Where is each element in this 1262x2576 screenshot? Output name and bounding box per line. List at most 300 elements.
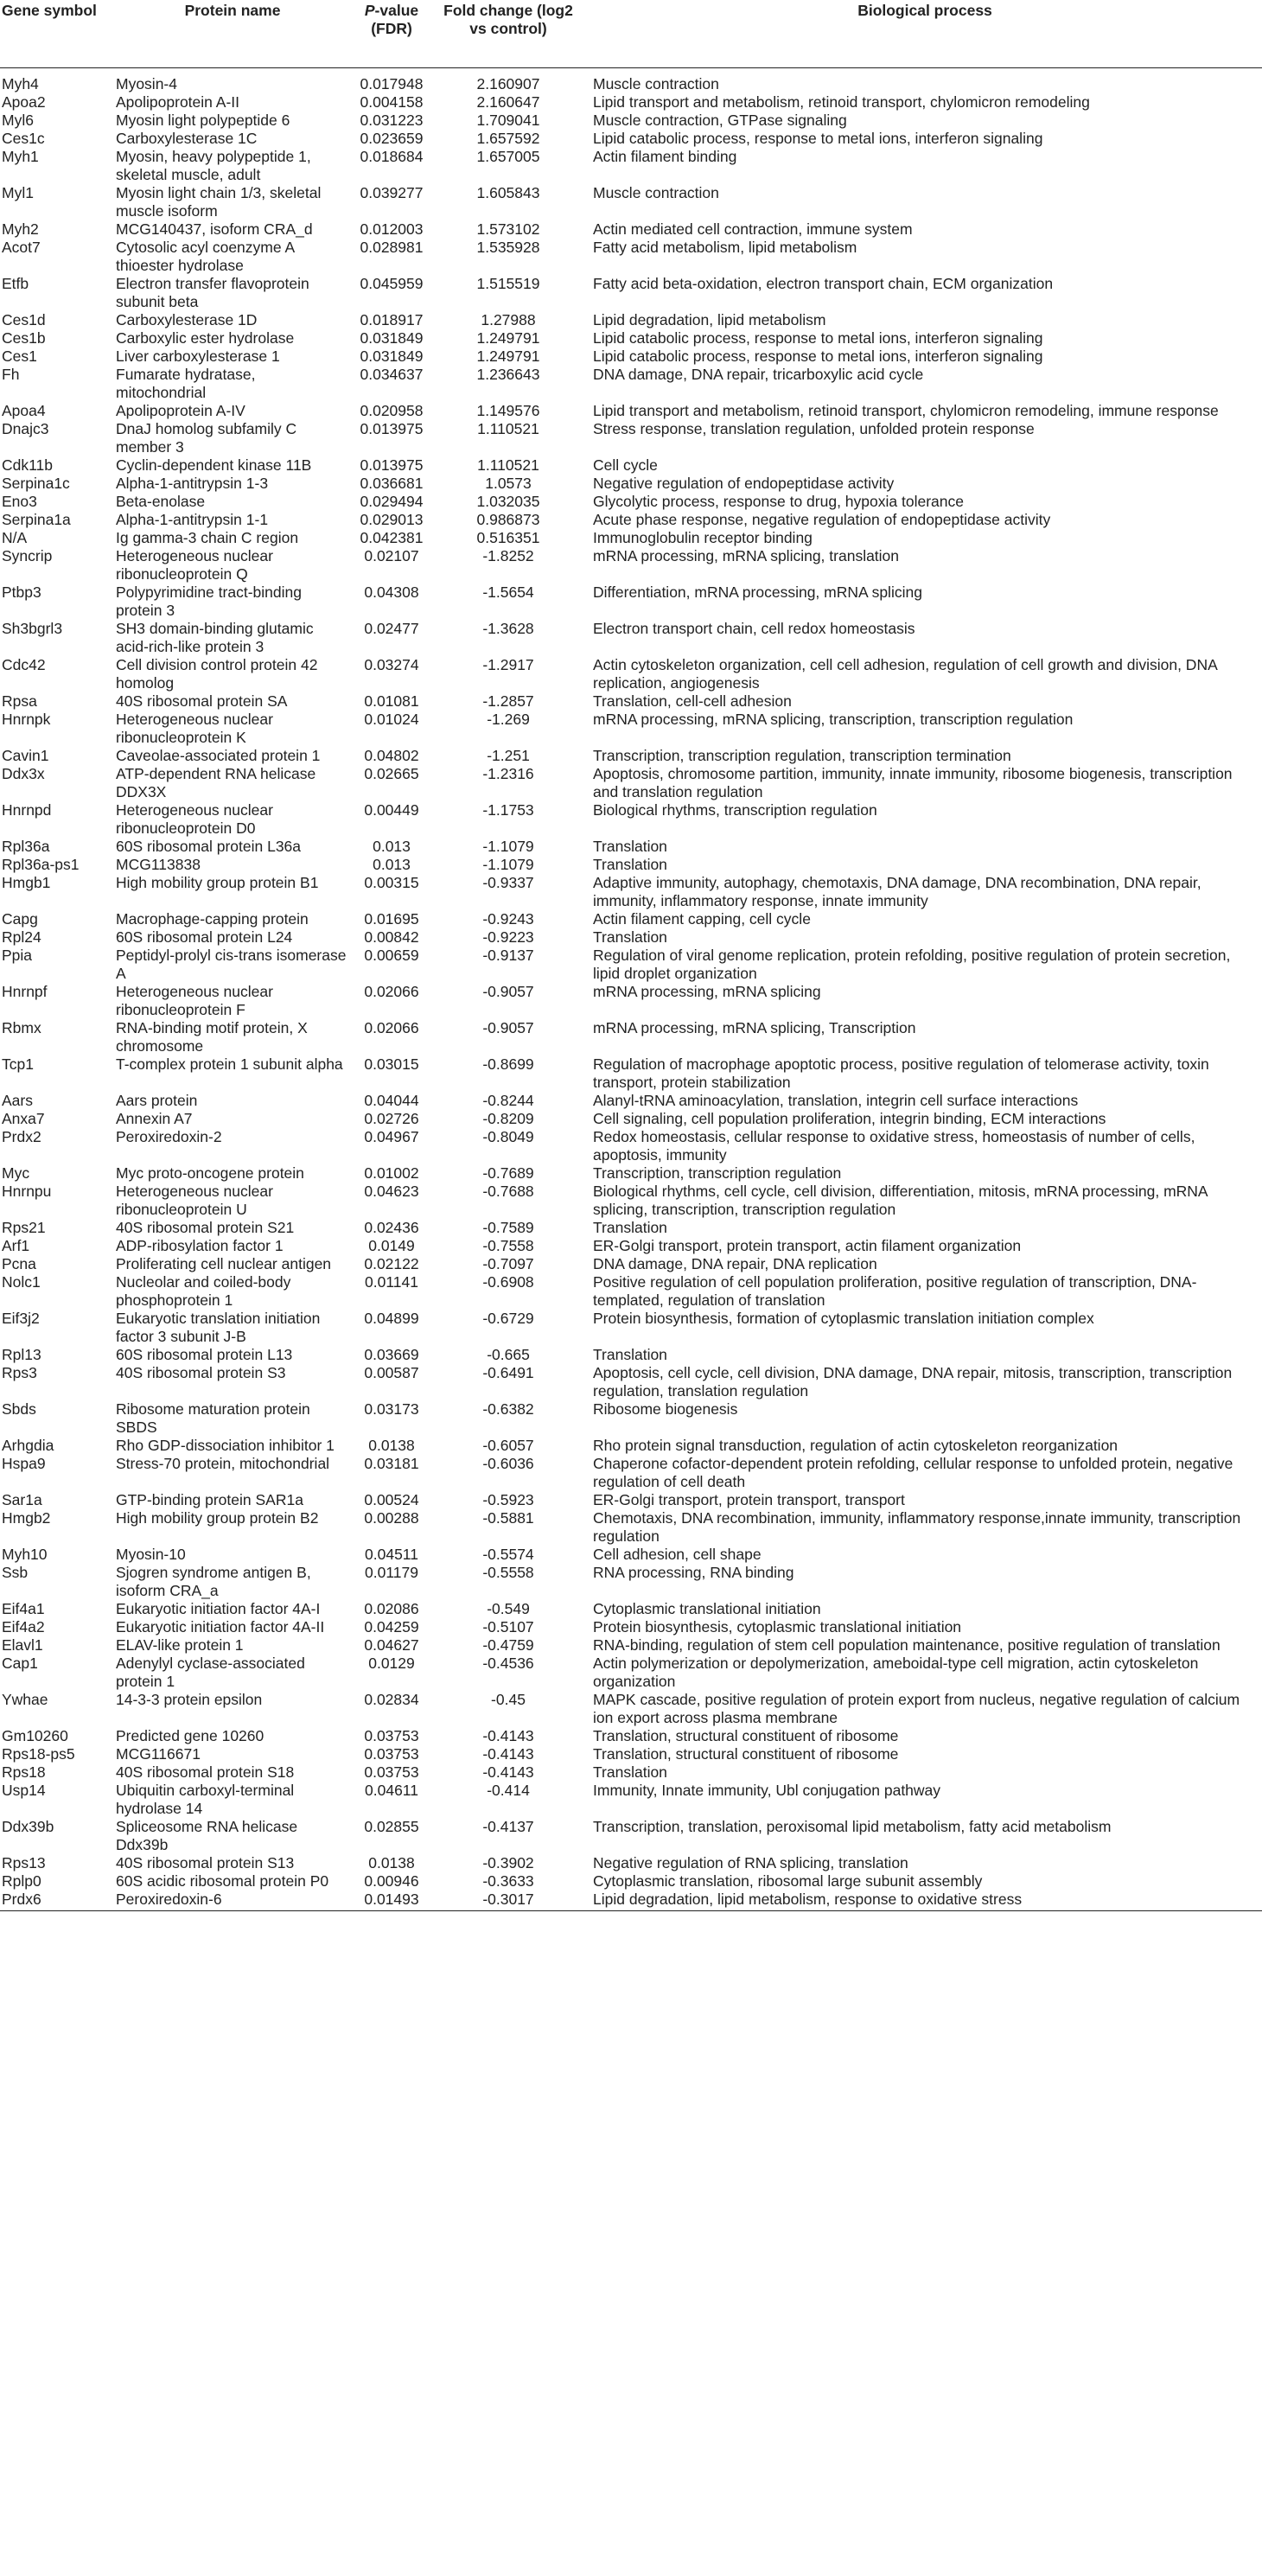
cell-protein-name: Peroxiredoxin-2 xyxy=(116,1127,222,1145)
cell-pvalue: 0.03753 xyxy=(364,1744,419,1763)
cell-protein-name: GTP-binding protein SAR1a xyxy=(116,1490,303,1508)
cell-fold-change: 1.0573 xyxy=(485,474,532,492)
cell-pvalue: 0.01493 xyxy=(354,1891,429,1911)
table-row xyxy=(0,1455,1262,1491)
cell-pvalue: 0.004158 xyxy=(360,92,424,111)
cell-gene-symbol: Fh xyxy=(2,365,20,383)
cell-pvalue: 0.04259 xyxy=(364,1617,419,1636)
cell-biological-process: Lipid catabolic process, response to metal ions, interferon signaling xyxy=(593,129,1043,147)
table-row xyxy=(0,366,1262,402)
cell-gene-symbol: Sh3bgrl3 xyxy=(2,619,63,637)
cell-fold-change: 1.27988 xyxy=(481,310,536,328)
cell-biological-process: Ribosome biogenesis xyxy=(593,1400,738,1418)
cell-biological-process: Muscle contraction xyxy=(593,74,719,92)
cell-biological-process: Actin cytoskeleton organization, cell cell adhesion, regulation of cell growth and division, DNA replication, angiogenesis xyxy=(593,655,1217,692)
cell-gene-symbol: Cavin1 xyxy=(2,746,49,764)
table-row xyxy=(0,220,1262,239)
cell-fold-change: -0.9057 xyxy=(482,1018,534,1036)
table-row xyxy=(0,239,1262,275)
cell-pvalue: 0.03181 xyxy=(364,1454,419,1472)
cell-biological-process: Lipid catabolic process, response to metal ions, interferon signaling xyxy=(593,347,1043,365)
cell-biological-process: Translation, structural constituent of ribosome xyxy=(593,1726,899,1744)
cell-biological-process: RNA-binding, regulation of stem cell population maintenance, positive regulation of translation xyxy=(593,1636,1221,1654)
cell-fold-change: 1.605843 xyxy=(476,183,540,201)
cell-protein-name: Apolipoprotein A-IV xyxy=(116,401,245,419)
cell-protein-name: Ig gamma-3 chain C region xyxy=(116,528,299,546)
cell-protein-name: Polypyrimidine tract-binding protein 3 xyxy=(116,583,302,619)
cell-gene-symbol: Etfb xyxy=(2,274,29,292)
cell-fold-change: -0.549 xyxy=(487,1599,530,1617)
cell-pvalue: 0.042381 xyxy=(360,528,424,546)
cell-biological-process: Actin filament capping, cell cycle xyxy=(593,909,811,928)
cell-protein-name: Caveolae-associated protein 1 xyxy=(116,746,321,764)
cell-pvalue: 0.01024 xyxy=(364,710,419,728)
cell-gene-symbol: Usp14 xyxy=(2,1781,46,1799)
cell-gene-symbol: Rpl13 xyxy=(2,1345,41,1363)
cell-protein-name: Eukaryotic translation initiation factor 3 subunit J-B xyxy=(116,1309,321,1345)
cell-gene-symbol: Ces1d xyxy=(2,310,46,328)
cell-protein-name: Macrophage-capping protein xyxy=(116,909,309,928)
cell-gene-symbol: Ptbp3 xyxy=(2,583,41,601)
cell-biological-process: Rho protein signal transduction, regulation of actin cytoskeleton reorganization xyxy=(593,1436,1119,1454)
cell-biological-process: ER-Golgi transport, protein transport, actin filament organization xyxy=(593,1236,1022,1254)
cell-fold-change: -0.6036 xyxy=(482,1454,534,1472)
cell-fold-change: -0.5107 xyxy=(482,1617,534,1636)
table-row xyxy=(0,1128,1262,1164)
cell-biological-process: Actin filament binding xyxy=(593,147,737,165)
cell-biological-process: mRNA processing, mRNA splicing, Transcription xyxy=(593,1018,916,1036)
cell-protein-name: Apolipoprotein A-II xyxy=(116,92,240,111)
cell-fold-change: -1.5654 xyxy=(482,583,534,601)
cell-fold-change: -0.5574 xyxy=(482,1545,534,1563)
cell-pvalue: 0.03753 xyxy=(364,1726,419,1744)
cell-gene-symbol: Myh4 xyxy=(2,74,39,92)
cell-fold-change: -0.4759 xyxy=(482,1636,534,1654)
cell-biological-process: Lipid transport and metabolism, retinoid transport, chylomicron remodeling, immune response xyxy=(593,401,1219,419)
cell-gene-symbol: Myl1 xyxy=(2,183,34,201)
table-row xyxy=(0,1255,1262,1273)
cell-fold-change: -0.8244 xyxy=(482,1091,534,1109)
cell-protein-name: Myc proto-oncogene protein xyxy=(116,1164,304,1182)
cell-protein-name: MCG116671 xyxy=(116,1744,201,1763)
cell-gene-symbol: Sar1a xyxy=(2,1490,42,1508)
table-row xyxy=(0,1310,1262,1346)
cell-biological-process: Lipid degradation, lipid metabolism xyxy=(593,310,826,328)
cell-fold-change: -0.7589 xyxy=(482,1218,534,1236)
cell-pvalue: 0.02665 xyxy=(364,764,419,782)
cell-gene-symbol: Myl6 xyxy=(2,111,34,129)
cell-biological-process: Lipid catabolic process, response to metal ions, interferon signaling xyxy=(593,328,1043,347)
cell-protein-name: Sjogren syndrome antigen B, isoform CRA_a xyxy=(116,1563,311,1599)
cell-gene-symbol: Hnrnpd xyxy=(2,800,52,819)
header-fold-change: Fold change (log2 vs control) xyxy=(429,0,588,67)
cell-gene-symbol: Elavl1 xyxy=(2,1636,43,1654)
cell-gene-symbol: Cdk11b xyxy=(2,456,54,474)
cell-pvalue: 0.04802 xyxy=(364,746,419,764)
cell-protein-name: 60S ribosomal protein L13 xyxy=(116,1345,293,1363)
cell-protein-name: ATP-dependent RNA helicase DDX3X xyxy=(116,764,316,800)
cell-pvalue: 0.02834 xyxy=(364,1690,419,1708)
cell-pvalue: 0.00587 xyxy=(364,1363,419,1381)
cell-biological-process: DNA damage, DNA repair, tricarboxylic acid cycle xyxy=(593,365,924,383)
header-protein-name: Protein name xyxy=(111,0,354,67)
cell-gene-symbol: Rplp0 xyxy=(2,1871,41,1890)
cell-pvalue: 0.013 xyxy=(373,855,411,873)
cell-fold-change: -0.4143 xyxy=(482,1763,534,1781)
table-row xyxy=(0,1872,1262,1891)
cell-gene-symbol: Hnrnpu xyxy=(2,1182,52,1200)
cell-fold-change: -0.3017 xyxy=(429,1891,588,1911)
table-row xyxy=(0,983,1262,1019)
cell-protein-name: Cytosolic acyl coenzyme A thioester hydrolase xyxy=(116,238,295,274)
cell-fold-change: 1.535928 xyxy=(476,238,540,256)
table-row xyxy=(0,838,1262,856)
cell-pvalue: 0.04623 xyxy=(364,1182,419,1200)
cell-fold-change: -0.7688 xyxy=(482,1182,534,1200)
cell-fold-change: -0.5923 xyxy=(482,1490,534,1508)
cell-protein-name: Carboxylesterase 1D xyxy=(116,310,258,328)
header-gene-symbol: Gene symbol xyxy=(0,0,111,67)
cell-gene-symbol: Sbds xyxy=(2,1400,36,1418)
cell-protein-name: RNA-binding motif protein, X chromosome xyxy=(116,1018,308,1055)
cell-pvalue: 0.02477 xyxy=(364,619,419,637)
cell-biological-process: Transcription, transcription regulation xyxy=(593,1164,842,1182)
cell-gene-symbol: Prdx2 xyxy=(2,1127,41,1145)
cell-pvalue: 0.031223 xyxy=(360,111,424,129)
cell-protein-name: Proliferating cell nuclear antigen xyxy=(116,1254,332,1272)
cell-biological-process: Lipid transport and metabolism, retinoid transport, chylomicron remodeling xyxy=(593,92,1090,111)
cell-pvalue: 0.03274 xyxy=(364,655,419,673)
cell-gene-symbol: Myh1 xyxy=(2,147,39,165)
cell-biological-process: Protein biosynthesis, formation of cytoplasmic translation initiation complex xyxy=(593,1309,1094,1327)
table-row xyxy=(0,1110,1262,1128)
cell-fold-change: -0.9243 xyxy=(482,909,534,928)
cell-protein-name: Peroxiredoxin-6 xyxy=(111,1891,354,1911)
table-row xyxy=(0,620,1262,656)
cell-biological-process: Transcription, transcription regulation, transcription termination xyxy=(593,746,1011,764)
cell-protein-name: Fumarate hydratase, mitochondrial xyxy=(116,365,256,401)
cell-gene-symbol: Rps21 xyxy=(2,1218,46,1236)
cell-pvalue: 0.00659 xyxy=(364,946,419,964)
cell-protein-name: Rho GDP-dissociation inhibitor 1 xyxy=(116,1436,335,1454)
table-row xyxy=(0,1691,1262,1727)
cell-biological-process: Cytoplasmic translational initiation xyxy=(593,1599,821,1617)
cell-pvalue: 0.031849 xyxy=(360,347,424,365)
cell-biological-process: Actin polymerization or depolymerization, ameboidal-type cell migration, actin cytoskeleton organization xyxy=(593,1654,1199,1690)
cell-pvalue: 0.029494 xyxy=(360,492,424,510)
cell-pvalue: 0.03669 xyxy=(364,1345,419,1363)
cell-gene-symbol: Hnrnpf xyxy=(2,982,48,1000)
table-row xyxy=(0,67,1262,93)
cell-biological-process: ER-Golgi transport, protein transport, transport xyxy=(593,1490,905,1508)
cell-fold-change: -0.6382 xyxy=(482,1400,534,1418)
cell-pvalue: 0.020958 xyxy=(360,401,424,419)
cell-protein-name: 60S ribosomal protein L36a xyxy=(116,837,302,855)
cell-protein-name: 40S ribosomal protein S13 xyxy=(116,1853,295,1871)
cell-gene-symbol: Eif4a2 xyxy=(2,1617,45,1636)
cell-fold-change: -1.251 xyxy=(487,746,530,764)
cell-protein-name: 40S ribosomal protein S18 xyxy=(116,1763,295,1781)
cell-gene-symbol: Serpina1a xyxy=(2,510,71,528)
cell-biological-process: Redox homeostasis, cellular response to oxidative stress, homeostasis of number of cells, apoptosis, immunity xyxy=(593,1127,1195,1164)
cell-pvalue: 0.02066 xyxy=(364,1018,419,1036)
cell-pvalue: 0.01179 xyxy=(365,1563,418,1581)
table-row xyxy=(0,493,1262,511)
cell-pvalue: 0.0138 xyxy=(368,1853,415,1871)
table-row xyxy=(0,1273,1262,1310)
cell-pvalue: 0.04611 xyxy=(365,1781,418,1799)
cell-fold-change: 1.249791 xyxy=(476,347,540,365)
cell-fold-change: -0.4143 xyxy=(482,1726,534,1744)
cell-pvalue: 0.017948 xyxy=(360,74,424,92)
cell-gene-symbol: Ces1 xyxy=(2,347,37,365)
cell-biological-process: Cell signaling, cell population proliferation, integrin binding, ECM interactions xyxy=(593,1109,1106,1127)
cell-biological-process: Immunity, Innate immunity, Ubl conjugation pathway xyxy=(593,1781,941,1799)
cell-biological-process: Positive regulation of cell population proliferation, positive regulation of transcription, DNA-templated, regulation of translation xyxy=(593,1272,1197,1309)
cell-gene-symbol: Ywhae xyxy=(2,1690,48,1708)
table-row xyxy=(0,348,1262,366)
table-row xyxy=(0,529,1262,547)
cell-gene-symbol: N/A xyxy=(2,528,28,546)
table-row xyxy=(0,1818,1262,1854)
cell-protein-name: Myosin-4 xyxy=(116,74,177,92)
cell-gene-symbol: Dnajc3 xyxy=(2,419,49,437)
cell-biological-process: Cytoplasmic translation, ribosomal large subunit assembly xyxy=(593,1871,983,1890)
cell-gene-symbol: Rpl24 xyxy=(2,928,41,946)
cell-pvalue: 0.028981 xyxy=(360,238,424,256)
cell-pvalue: 0.02436 xyxy=(364,1218,419,1236)
cell-fold-change: -0.6729 xyxy=(482,1309,534,1327)
cell-pvalue: 0.029013 xyxy=(360,510,424,528)
table-row xyxy=(0,801,1262,838)
table-row xyxy=(0,311,1262,329)
cell-protein-name: High mobility group protein B2 xyxy=(116,1508,319,1527)
cell-protein-name: 14-3-3 protein epsilon xyxy=(116,1690,263,1708)
cell-biological-process: Translation xyxy=(593,837,667,855)
cell-fold-change: -0.4536 xyxy=(482,1654,534,1672)
table-row xyxy=(0,1346,1262,1364)
table-row xyxy=(0,475,1262,493)
cell-gene-symbol: Ces1c xyxy=(2,129,45,147)
cell-protein-name: Heterogeneous nuclear ribonucleoprotein U xyxy=(116,1182,273,1218)
cell-protein-name: 40S ribosomal protein SA xyxy=(116,692,288,710)
cell-protein-name: High mobility group protein B1 xyxy=(116,873,319,891)
table-row xyxy=(0,1655,1262,1691)
cell-biological-process: Fatty acid metabolism, lipid metabolism xyxy=(593,238,857,256)
cell-fold-change: -0.9223 xyxy=(482,928,534,946)
cell-fold-change: 1.110521 xyxy=(477,419,539,437)
cell-biological-process: Cell adhesion, cell shape xyxy=(593,1545,762,1563)
cell-protein-name: Eukaryotic initiation factor 4A-II xyxy=(116,1617,325,1636)
cell-pvalue: 0.045959 xyxy=(360,274,424,292)
cell-fold-change: 1.709041 xyxy=(476,111,540,129)
table-row xyxy=(0,874,1262,910)
cell-protein-name: Alpha-1-antitrypsin 1-3 xyxy=(116,474,269,492)
cell-protein-name: MCG113838 xyxy=(116,855,201,873)
cell-gene-symbol: Rpl36a-ps1 xyxy=(2,855,80,873)
cell-protein-name: 40S ribosomal protein S3 xyxy=(116,1363,286,1381)
table-row xyxy=(0,1509,1262,1546)
cell-biological-process: Muscle contraction, GTPase signaling xyxy=(593,111,847,129)
cell-fold-change: -1.2857 xyxy=(482,692,534,710)
table-body xyxy=(0,67,1262,1910)
cell-gene-symbol: Eif3j2 xyxy=(2,1309,40,1327)
cell-protein-name: Adenylyl cyclase-associated protein 1 xyxy=(116,1654,305,1690)
cell-gene-symbol: Rps18-ps5 xyxy=(2,1744,75,1763)
cell-pvalue: 0.013975 xyxy=(360,456,424,474)
table-row xyxy=(0,1164,1262,1183)
cell-pvalue: 0.012003 xyxy=(360,220,424,238)
cell-protein-name: ADP-ribosylation factor 1 xyxy=(116,1236,284,1254)
table-row xyxy=(0,1782,1262,1818)
cell-pvalue: 0.018684 xyxy=(360,147,424,165)
cell-pvalue: 0.0138 xyxy=(368,1436,415,1454)
cell-gene-symbol: Apoa4 xyxy=(2,401,46,419)
cell-gene-symbol: Eif4a1 xyxy=(2,1599,45,1617)
cell-biological-process: Translation, structural constituent of ribosome xyxy=(593,1744,899,1763)
cell-pvalue: 0.036681 xyxy=(360,474,424,492)
table-row xyxy=(0,547,1262,583)
cell-gene-symbol: Anxa7 xyxy=(2,1109,45,1127)
cell-biological-process: RNA processing, RNA binding xyxy=(593,1563,794,1581)
cell-fold-change: 1.657005 xyxy=(476,147,540,165)
header-pvalue-fdr: (FDR) xyxy=(371,20,412,37)
cell-fold-change: 1.149576 xyxy=(476,401,540,419)
table-row xyxy=(0,1437,1262,1455)
cell-fold-change: -0.7689 xyxy=(482,1164,534,1182)
header-biological-process: Biological process xyxy=(588,0,1262,67)
cell-gene-symbol: Rpsa xyxy=(2,692,37,710)
cell-pvalue: 0.02066 xyxy=(364,982,419,1000)
cell-pvalue: 0.00842 xyxy=(364,928,419,946)
table-row xyxy=(0,747,1262,765)
cell-fold-change: 1.515519 xyxy=(476,274,540,292)
cell-gene-symbol: Rbmx xyxy=(2,1018,41,1036)
cell-pvalue: 0.013975 xyxy=(360,419,424,437)
cell-gene-symbol: Capg xyxy=(2,909,38,928)
cell-fold-change: -0.4143 xyxy=(482,1744,534,1763)
cell-gene-symbol: Myh10 xyxy=(2,1545,48,1563)
table-row xyxy=(0,112,1262,130)
cell-fold-change: -1.3628 xyxy=(482,619,534,637)
table-row xyxy=(0,765,1262,801)
cell-protein-name: SH3 domain-binding glutamic acid-rich-like protein 3 xyxy=(116,619,314,655)
cell-pvalue: 0.01141 xyxy=(365,1272,418,1291)
cell-pvalue: 0.0149 xyxy=(368,1236,415,1254)
cell-gene-symbol: Arhgdia xyxy=(2,1436,54,1454)
cell-fold-change: -0.414 xyxy=(487,1781,530,1799)
cell-gene-symbol: Tcp1 xyxy=(2,1055,34,1073)
table-row xyxy=(0,1237,1262,1255)
cell-biological-process: Negative regulation of RNA splicing, translation xyxy=(593,1853,908,1871)
cell-gene-symbol: Ppia xyxy=(2,946,33,964)
cell-protein-name: Cyclin-dependent kinase 11B xyxy=(116,456,312,474)
cell-gene-symbol: Acot7 xyxy=(2,238,41,256)
cell-protein-name: Electron transfer flavoprotein subunit beta xyxy=(116,274,309,310)
cell-biological-process: Acute phase response, negative regulation of endopeptidase activity xyxy=(593,510,1051,528)
cell-pvalue: 0.00946 xyxy=(364,1871,419,1890)
cell-biological-process: Biological rhythms, transcription regulation xyxy=(593,800,877,819)
cell-biological-process: Translation xyxy=(593,855,667,873)
cell-biological-process: Regulation of macrophage apoptotic process, positive regulation of telomerase activity, toxin transport, protein stabilization xyxy=(593,1055,1209,1091)
cell-gene-symbol: Serpina1c xyxy=(2,474,70,492)
cell-biological-process: Stress response, translation regulation, unfolded protein response xyxy=(593,419,1035,437)
table-row xyxy=(0,656,1262,692)
cell-biological-process: Negative regulation of endopeptidase activity xyxy=(593,474,895,492)
cell-fold-change: -0.9057 xyxy=(482,982,534,1000)
cell-protein-name: Alpha-1-antitrypsin 1-1 xyxy=(116,510,269,528)
cell-biological-process: Translation xyxy=(593,928,667,946)
table-row xyxy=(0,1055,1262,1092)
cell-biological-process: Immunoglobulin receptor binding xyxy=(593,528,813,546)
table-row xyxy=(0,928,1262,947)
table-row xyxy=(0,1854,1262,1872)
cell-fold-change: -0.5881 xyxy=(482,1508,534,1527)
cell-protein-name: 60S acidic ribosomal protein P0 xyxy=(116,1871,329,1890)
cell-pvalue: 0.031849 xyxy=(360,328,424,347)
table-row xyxy=(0,1745,1262,1763)
cell-gene-symbol: Ddx3x xyxy=(2,764,45,782)
table-row xyxy=(0,130,1262,148)
cell-fold-change: 1.657592 xyxy=(476,129,540,147)
cell-fold-change: 0.516351 xyxy=(476,528,540,546)
cell-gene-symbol: Aars xyxy=(2,1091,33,1109)
cell-gene-symbol: Apoa2 xyxy=(2,92,46,111)
cell-fold-change: -0.6057 xyxy=(482,1436,534,1454)
cell-protein-name: Cell division control protein 42 homolog xyxy=(116,655,318,692)
cell-pvalue: 0.034637 xyxy=(360,365,424,383)
cell-biological-process: Adaptive immunity, autophagy, chemotaxis, DNA damage, DNA recombination, DNA repair, immunity, inflammatory response, innate immunity xyxy=(593,873,1201,909)
cell-biological-process: Apoptosis, cell cycle, cell division, DNA damage, DNA repair, mitosis, transcription, transcription regulation, translation regulation xyxy=(593,1363,1233,1400)
table-row xyxy=(0,947,1262,983)
table-row xyxy=(0,1092,1262,1110)
cell-protein-name: Heterogeneous nuclear ribonucleoprotein F xyxy=(116,982,273,1018)
cell-fold-change: -1.1079 xyxy=(482,837,534,855)
cell-protein-name: ELAV-like protein 1 xyxy=(116,1636,244,1654)
cell-biological-process: Protein biosynthesis, cytoplasmic translational initiation xyxy=(593,1617,962,1636)
table-row xyxy=(0,1019,1262,1055)
cell-gene-symbol: Hmgb1 xyxy=(2,873,51,891)
cell-biological-process: Biological rhythms, cell cycle, cell division, differentiation, mitosis, mRNA processing, mRNA splicing, transcription, transcription regulation xyxy=(593,1182,1208,1218)
cell-pvalue: 0.04511 xyxy=(365,1545,418,1563)
cell-fold-change: -0.3633 xyxy=(482,1871,534,1890)
cell-protein-name: Annexin A7 xyxy=(116,1109,193,1127)
cell-biological-process: Chemotaxis, DNA recombination, immunity, inflammatory response,innate immunity, transcription regulation xyxy=(593,1508,1241,1545)
cell-fold-change: -0.6908 xyxy=(482,1272,534,1291)
cell-biological-process: Translation xyxy=(593,1763,667,1781)
cell-pvalue: 0.02855 xyxy=(364,1817,419,1835)
cell-protein-name: Nucleolar and coiled-body phosphoprotein 1 xyxy=(116,1272,291,1309)
cell-biological-process: Regulation of viral genome replication, protein refolding, positive regulation of protein secretion, lipid droplet organization xyxy=(593,946,1231,982)
cell-gene-symbol: Ddx39b xyxy=(2,1817,54,1835)
cell-biological-process: Muscle contraction xyxy=(593,183,719,201)
cell-fold-change: -0.4137 xyxy=(482,1817,534,1835)
cell-fold-change: -0.9337 xyxy=(482,873,534,891)
table-row xyxy=(0,1891,1262,1911)
table-row xyxy=(0,184,1262,220)
cell-biological-process: Glycolytic process, response to drug, hypoxia tolerance xyxy=(593,492,964,510)
cell-protein-name: MCG140437, isoform CRA_d xyxy=(116,220,313,238)
cell-protein-name: Beta-enolase xyxy=(116,492,206,510)
cell-pvalue: 0.04044 xyxy=(364,1091,419,1109)
cell-fold-change: -1.2917 xyxy=(482,655,534,673)
cell-pvalue: 0.04308 xyxy=(364,583,419,601)
cell-biological-process: Chaperone cofactor-dependent protein refolding, cellular response to unfolded protein, negative regulation of cell death xyxy=(593,1454,1233,1490)
cell-biological-process: Translation, cell-cell adhesion xyxy=(593,692,792,710)
header-row xyxy=(0,0,1262,67)
cell-pvalue: 0.018917 xyxy=(360,310,424,328)
table-row xyxy=(0,583,1262,620)
